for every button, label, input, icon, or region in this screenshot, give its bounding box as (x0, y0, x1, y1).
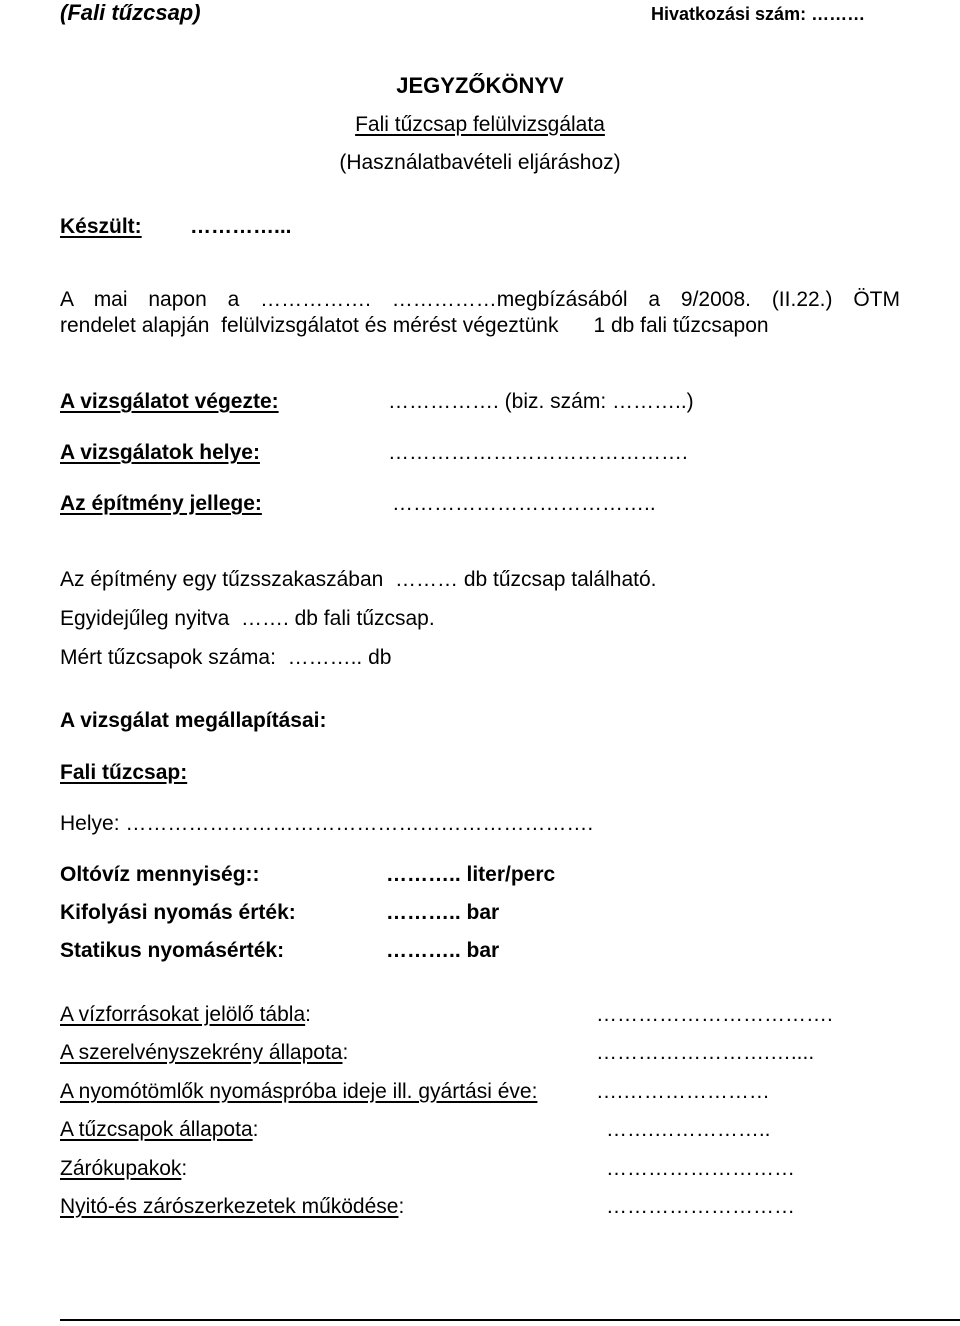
simultaneous-open-line: Egyidejűleg nyitva ……. db fali tűzcsap. (60, 607, 435, 630)
checklist-label: Zárókupakok (60, 1157, 182, 1180)
static-pressure-value: ……….. bar (386, 939, 500, 962)
checklist-item (60, 1004, 311, 1025)
static-pressure-label: Statikus nyomásérték: (60, 939, 285, 962)
building-type-label: Az építmény jellege: (60, 492, 262, 515)
water-quantity-label: Oltóvíz mennyiség:: (60, 863, 260, 886)
inspection-location-label: A vizsgálatok helye: (60, 441, 260, 464)
footer-divider (60, 1319, 960, 1321)
checklist-label: A vízforrásokat jelölő tábla (60, 1003, 306, 1026)
checklist-suffix: : (181, 1157, 188, 1180)
water-quantity-value: ……….. liter/perc (386, 863, 556, 886)
checklist-label: Nyitó-és zárószerkezetek működése (60, 1195, 399, 1218)
inspector-value: ……………. (biz. szám: ………..) (388, 390, 694, 413)
checklist-item (60, 1119, 258, 1140)
measured-count-line: Mért tűzcsapok száma: ……….. db (60, 646, 392, 669)
inspector-label: A vizsgálatot végezte: (60, 390, 279, 413)
outflow-pressure-value: ……….. bar (386, 901, 500, 924)
building-type-value: ……………………………….. (392, 492, 656, 515)
checklist-item (60, 1158, 187, 1179)
checklist-value: ……………………… (606, 1157, 795, 1180)
checklist-label: A nyomótömlők nyomáspróba ideje ill. gyártási éve: (60, 1080, 538, 1103)
hydrant-count-line: Az építmény egy tűzsszakaszában ……… db tűzcsap található. (60, 568, 657, 591)
keszult-value: …………... (190, 215, 292, 238)
checklist-suffix: : (305, 1003, 311, 1026)
checklist-item (60, 1081, 537, 1102)
checklist-label: A szerelvényszekrény állapota (60, 1041, 343, 1064)
inspection-location-value: ……………………………………. (388, 441, 688, 464)
findings-heading: A vizsgálat megállapításai: (60, 709, 327, 732)
intro-line-1: A mai napon a ……………. ……………megbízásából a 9/2008. (II.22.) ÖTM (60, 288, 900, 311)
reference-number-label-text: Hivatkozási szám: (651, 4, 807, 24)
checklist-suffix: : (342, 1041, 349, 1064)
checklist-value: …….…………….. (606, 1118, 771, 1141)
checklist-value: ……………………… (606, 1195, 795, 1218)
checklist-label: A tűzcsapok állapota (60, 1118, 253, 1141)
intro-line-2: rendelet alapján felülvizsgálatot és mérést végeztünk 1 db fali tűzcsapon (60, 314, 769, 337)
header-doc-type: (Fali tűzcsap) (60, 0, 201, 25)
checklist-suffix: : (398, 1195, 405, 1218)
wall-hydrant-heading: Fali tűzcsap: (60, 761, 188, 784)
hydrant-location-line: Helye: …………………………………………………………. (60, 812, 594, 835)
checklist-item (60, 1042, 348, 1063)
reference-number-label (651, 5, 865, 23)
reference-number-value: ……… (811, 4, 866, 24)
checklist-value: ……………………………. (596, 1003, 833, 1026)
outflow-pressure-label: Kifolyási nyomás érték: (60, 901, 296, 924)
checklist-value: …………………….….... (596, 1041, 815, 1064)
checklist-value: ….………………… (596, 1080, 770, 1103)
document-title: JEGYZŐKÖNYV (396, 73, 564, 98)
checklist-item (60, 1196, 404, 1217)
document-subtitle: Fali tűzcsap felülvizsgálata (355, 113, 605, 136)
checklist-suffix: : (252, 1118, 259, 1141)
keszult-label: Készült: (60, 215, 142, 238)
document-purpose: (Használatbavételi eljáráshoz) (339, 151, 621, 174)
